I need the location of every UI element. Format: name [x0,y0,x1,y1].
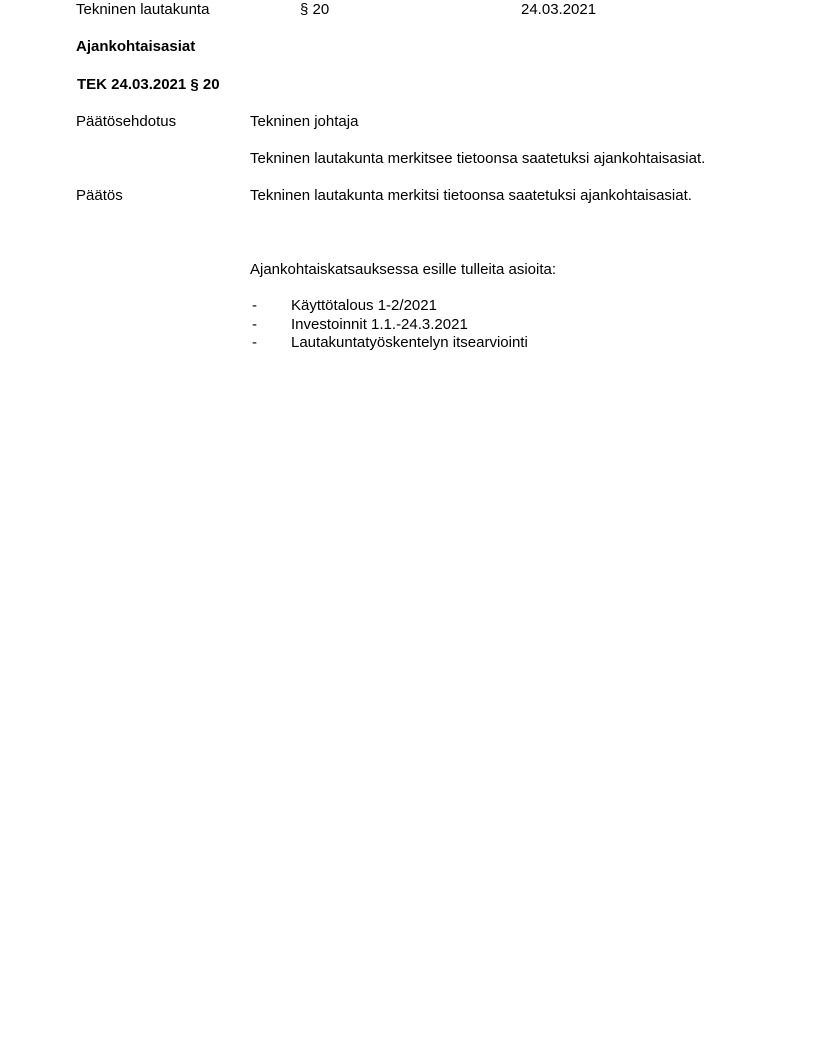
proposal-presenter: Tekninen johtaja [250,113,359,130]
list-item-text: Käyttötalous 1-2/2021 [291,297,437,314]
page-title: Ajankohtaisasiat [76,38,196,55]
list-item-text: Lautakuntatyöskentelyn itsearviointi [291,334,528,351]
decision-text: Tekninen lautakunta merkitsi tietoonsa saatetuksi ajankohtaisasiat. [250,187,692,204]
list-bullet: - [252,297,257,314]
section-number: § 20 [300,1,330,18]
list-bullet: - [252,334,257,351]
meeting-date: 24.03.2021 [521,1,597,18]
list-item-text: Investoinnit 1.1.-24.3.2021 [291,316,468,333]
proposal-text: Tekninen lautakunta merkitsee tietoonsa saatetuksi ajankohtaisasiat. [250,150,706,167]
proposal-label: Päätösehdotus [76,113,177,130]
review-intro: Ajankohtaiskatsauksessa esille tulleita asioita: [250,261,556,278]
board-name: Tekninen lautakunta [76,1,210,18]
list-bullet: - [252,316,257,333]
reference-line: TEK 24.03.2021 § 20 [77,76,220,93]
decision-label: Päätös [76,187,123,204]
